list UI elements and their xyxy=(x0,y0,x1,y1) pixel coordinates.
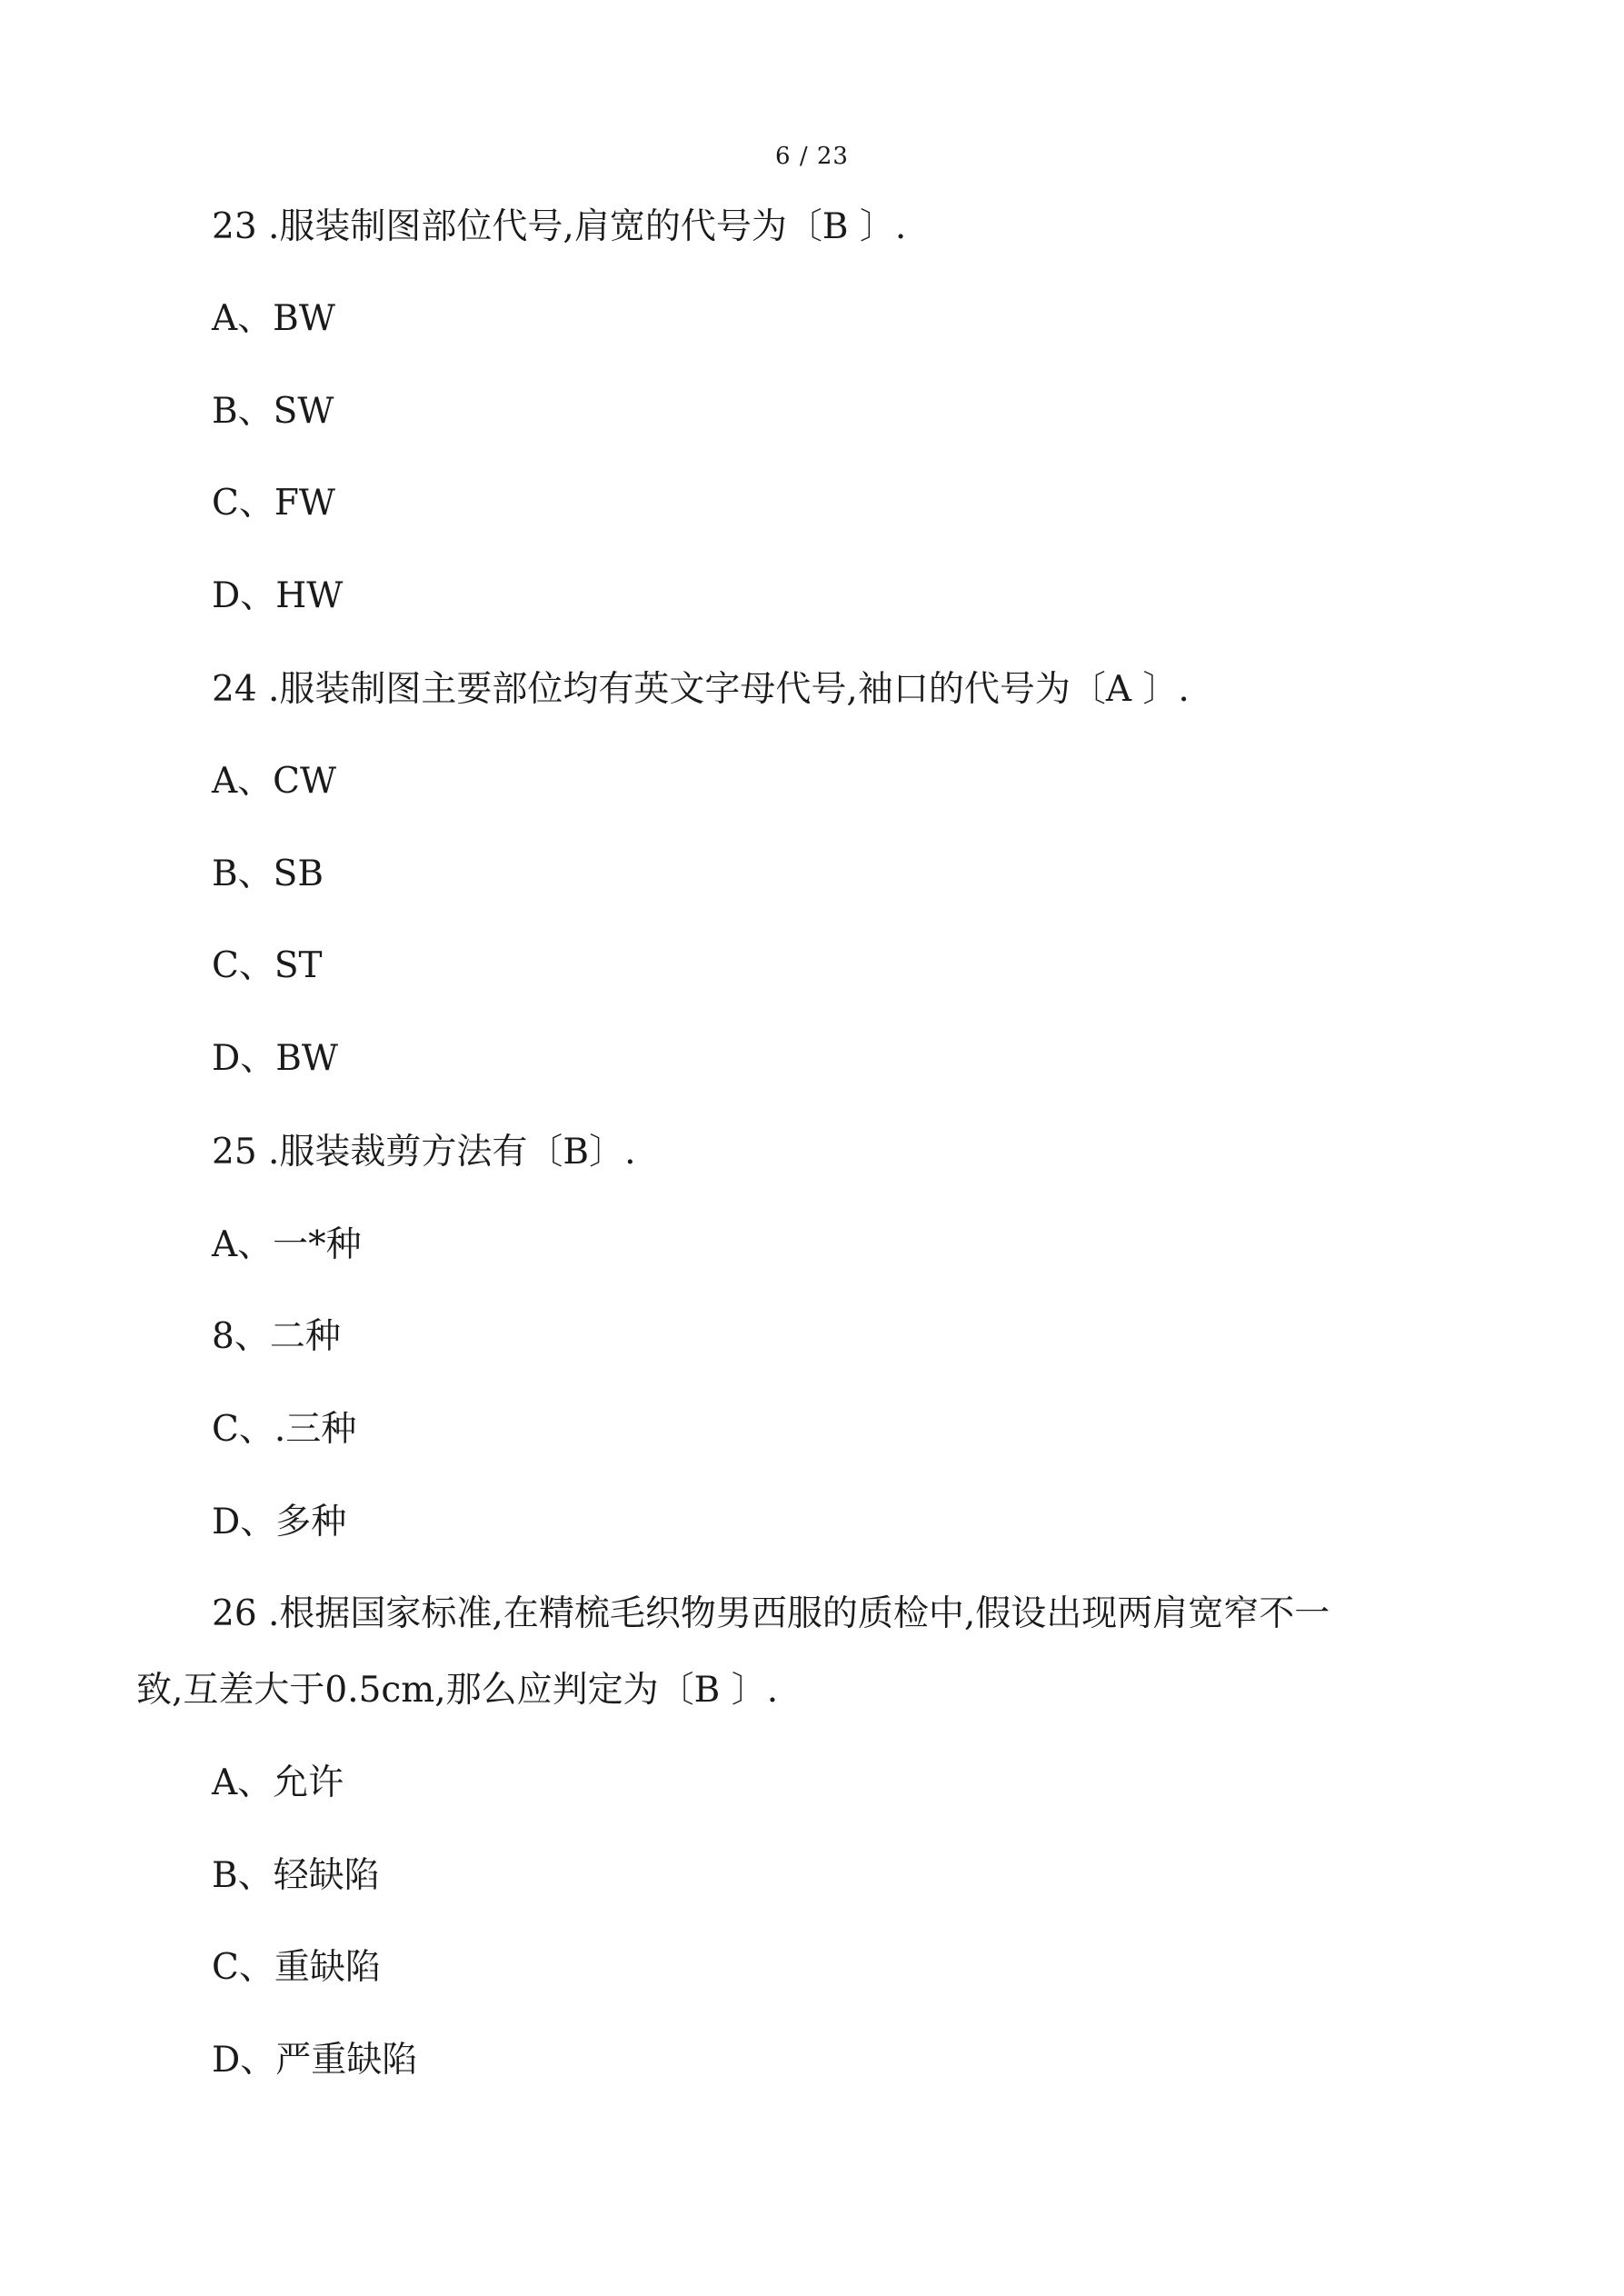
option-d: D、BW xyxy=(212,1038,339,1079)
option-a: A、CW xyxy=(212,761,337,802)
question-text: 23 .服装制图部位代号,肩宽的代号为〔B 〕. xyxy=(212,206,907,247)
option-c: C、.三种 xyxy=(212,1409,357,1450)
option-c: C、重缺陷 xyxy=(212,1947,381,1988)
option-b: B、SB xyxy=(212,854,324,894)
page-number: 6 / 23 xyxy=(775,143,849,170)
question-text xyxy=(136,1592,1445,1712)
option-a: A、允许 xyxy=(212,1762,344,1803)
option-d: D、严重缺陷 xyxy=(212,2040,418,2081)
option-d: D、HW xyxy=(212,575,344,616)
question-text: 25 .服装裁剪方法有〔B〕. xyxy=(212,1132,636,1173)
option-c: C、ST xyxy=(212,945,323,986)
option-a: A、BW xyxy=(212,298,335,339)
question-text-line-1: 26 .根据国家标准,在精梳毛织物男西服的质检中,假设出现两肩宽窄不一 xyxy=(212,1593,1330,1634)
question-text: 24 .服装制图主要部位均有英文字母代号,袖口的代号为〔A 〕. xyxy=(212,669,1190,710)
option-b: B、SW xyxy=(212,391,334,432)
option-b: 8、二种 xyxy=(212,1316,341,1357)
option-a: A、一*种 xyxy=(212,1224,362,1265)
option-d: D、多种 xyxy=(212,1502,347,1542)
option-b: B、轻缺陷 xyxy=(212,1855,380,1896)
question-text-line-2: 致,互差大于0.5cm,那么应判定为〔B 〕. xyxy=(136,1670,779,1711)
option-c: C、FW xyxy=(212,483,335,524)
